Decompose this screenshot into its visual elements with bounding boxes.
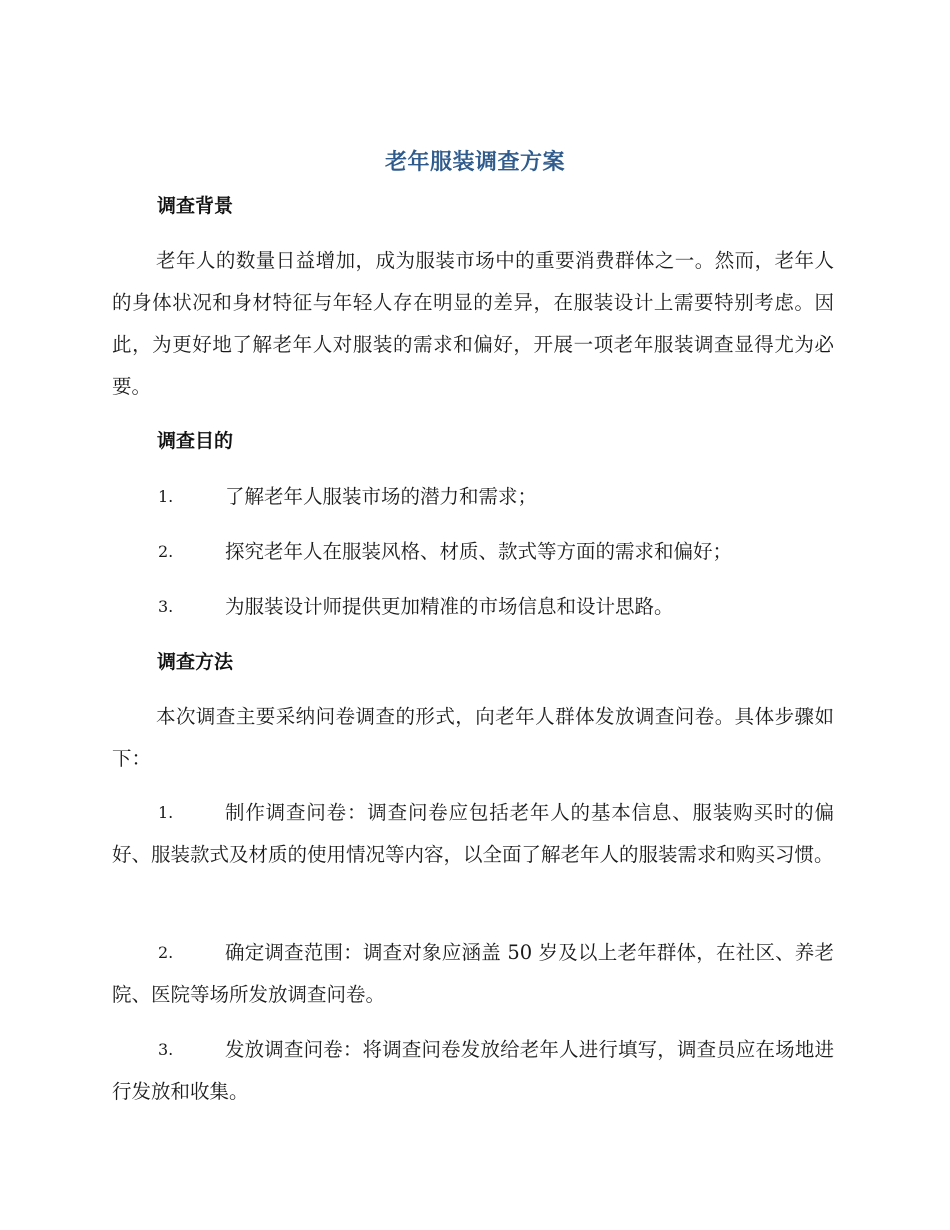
method-step-item	[112, 1029, 834, 1113]
purpose-list-item	[112, 586, 834, 628]
list-item-text: 探究老年人在服装风格、材质、款式等方面的需求和偏好；	[225, 540, 733, 563]
list-number: 3.	[158, 1040, 174, 1059]
section-heading-purpose: 调查目的	[157, 430, 234, 452]
list-item-text: 为服装设计师提供更加精准的市场信息和设计思路。	[225, 595, 674, 618]
purpose-list-item	[112, 476, 834, 518]
method-step-item	[112, 792, 834, 876]
list-number: 2.	[158, 542, 174, 561]
background-paragraph: 老年人的数量日益增加，成为服装市场中的重要消费群体之一。然而，老年人的身体状况和身材特征与年轻人存在明显的差异，在服装设计上需要特别考虑。因此，为更好地了解老年人对服装的需求和偏好，开展一项老年服装调查显得尤为必要。	[112, 249, 834, 398]
list-item-text: 了解老年人服装市场的潜力和需求；	[225, 485, 538, 508]
list-number: 1.	[158, 803, 174, 822]
method-paragraph: 本次调查主要采纳问卷调查的形式，向老年人群体发放调查问卷。具体步骤如下：	[112, 705, 834, 770]
document-title: 老年服装调查方案	[384, 150, 565, 175]
list-number: 1.	[158, 487, 174, 506]
section-heading-background: 调查背景	[157, 195, 234, 217]
purpose-list-item	[112, 531, 834, 573]
list-item-text: 发放调查问卷：将调查问卷发放给老年人进行填写，调查员应在场地进行发放和收集。	[112, 1038, 834, 1103]
method-step-item	[112, 932, 834, 1016]
list-number: 3.	[158, 597, 174, 616]
list-item-text: 制作调查问卷：调查问卷应包括老年人的基本信息、服装购买时的偏好、服装款式及材质的使用情况等内容，以全面了解老年人的服装需求和购买习惯。	[112, 801, 834, 866]
list-number: 2.	[158, 943, 174, 962]
section-heading-method: 调查方法	[157, 651, 234, 673]
list-item-text: 确定调查范围：调查对象应涵盖 50 岁及以上老年群体，在社区、养老院、医院等场所发放调查问卷。	[112, 941, 834, 1006]
